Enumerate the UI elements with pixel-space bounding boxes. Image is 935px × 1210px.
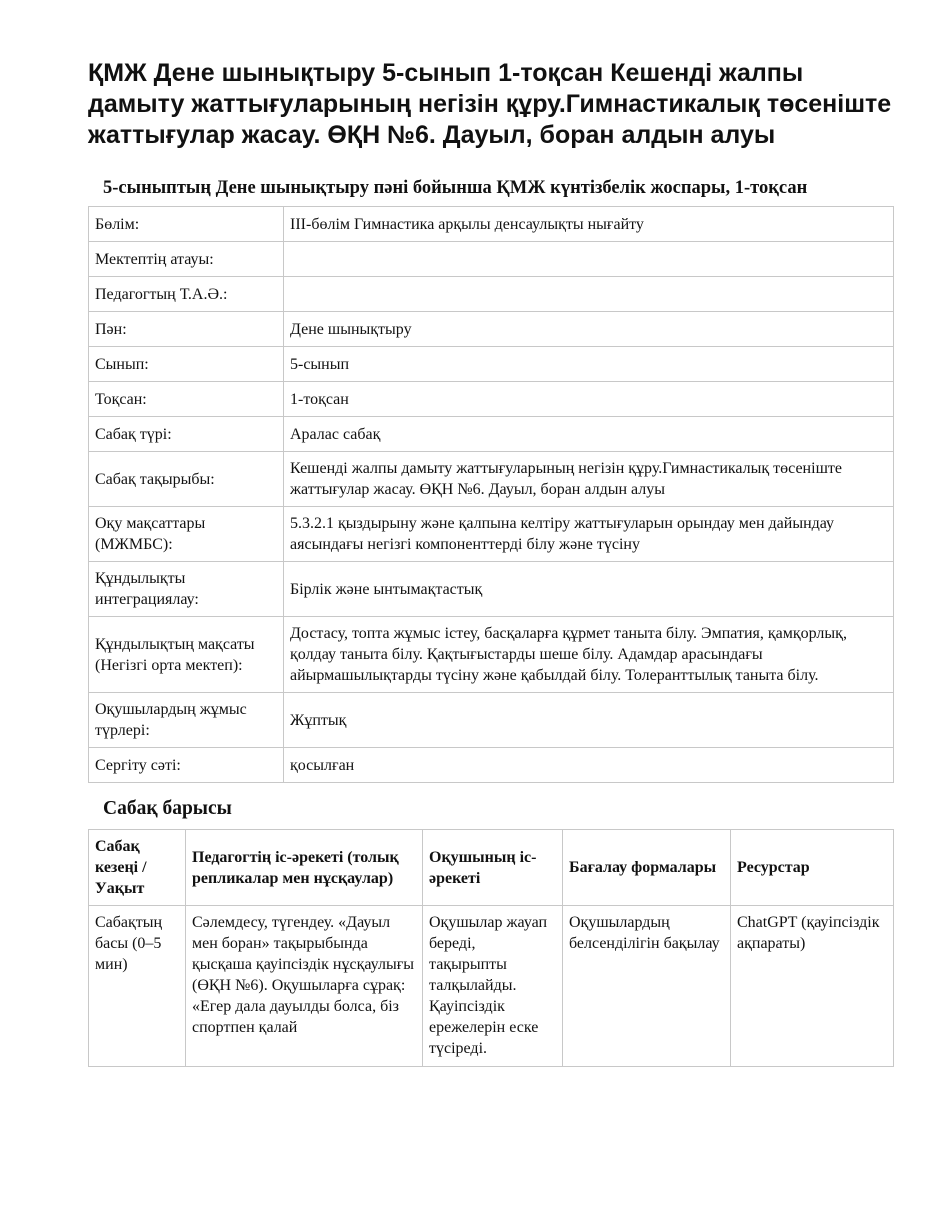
- column-header: Бағалау формалары: [563, 830, 731, 906]
- info-label: Мектептің атауы:: [89, 242, 284, 277]
- info-row: [89, 312, 894, 347]
- table-cell: Сабақтың басы (0–5 мин): [89, 906, 186, 1067]
- info-row: [89, 617, 894, 693]
- info-value: Бірлік және ынтымақтастық: [284, 562, 894, 617]
- info-label: Оқушылардың жұмыс түрлері:: [89, 693, 284, 748]
- table-header-row: [89, 830, 894, 906]
- info-value: 5.3.2.1 қыздырыну және қалпына келтіру жаттығуларын орындау мен дайындау аясындағы негізгі компоненттерді білу және түсіну: [284, 507, 894, 562]
- info-label: Бөлім:: [89, 207, 284, 242]
- section-title: Сабақ барысы: [103, 798, 232, 819]
- info-label: Сынып:: [89, 347, 284, 382]
- table-row: [89, 906, 894, 1067]
- column-header: Оқушының іс-әрекеті: [423, 830, 563, 906]
- info-value: 5-сынып: [284, 347, 894, 382]
- lesson-info-table: [88, 206, 894, 783]
- info-value: Достасу, топта жұмыс істеу, басқаларға құрмет таныта білу. Эмпатия, қамқорлық, қолдау таныта білу. Қақтығыстарды шеше білу. Адамдар арасындағы айырмашылықтарды түсіну және қабылдай білу. Толеранттылық таныта білу.: [284, 617, 894, 693]
- column-header: Ресурстар: [731, 830, 894, 906]
- info-value: [284, 242, 894, 277]
- info-row: [89, 277, 894, 312]
- table-cell: Сәлемдесу, түгендеу. «Дауыл мен боран» тақырыбында қысқаша қауіпсіздік нұсқаулығы (ӨҚН №6). Оқушыларға сұрақ: «Егер дала дауылды болса, біз спортпен қалай: [186, 906, 423, 1067]
- info-row: [89, 452, 894, 507]
- info-row: [89, 562, 894, 617]
- info-label: Пән:: [89, 312, 284, 347]
- info-label: Сабақ түрі:: [89, 417, 284, 452]
- info-row: [89, 507, 894, 562]
- table-cell: Оқушылардың белсенділігін бақылау: [563, 906, 731, 1067]
- info-label: Сергіту сәті:: [89, 748, 284, 783]
- info-row: [89, 347, 894, 382]
- document-page: [88, 58, 893, 1067]
- info-label: Оқу мақсаттары (МЖМБС):: [89, 507, 284, 562]
- info-value: ІІІ-бөлім Гимнастика арқылы денсаулықты нығайту: [284, 207, 894, 242]
- info-label: Тоқсан:: [89, 382, 284, 417]
- info-label: Сабақ тақырыбы:: [89, 452, 284, 507]
- info-row: [89, 382, 894, 417]
- document-title: ҚМЖ Дене шынықтыру 5-сынып 1-тоқсан Кешенді жалпы дамыту жаттығуларының негізін құру.Гимнастикалық төсеніште жаттығулар жасау. ӨҚН №6. Дауыл, боран алдын алуы: [88, 59, 892, 149]
- plan-subtitle: 5-сыныптың Дене шынықтыру пәні бойынша ҚМЖ күнтізбелік жоспары, 1-тоқсан: [103, 178, 808, 198]
- column-header: Сабақ кезеңі / Уақыт: [89, 830, 186, 906]
- info-label: Педагогтың Т.А.Ә.:: [89, 277, 284, 312]
- info-value: 1-тоқсан: [284, 382, 894, 417]
- info-row: [89, 242, 894, 277]
- info-value: Аралас сабақ: [284, 417, 894, 452]
- table-cell: ChatGPT (қауіпсіздік ақпараты): [731, 906, 894, 1067]
- table-cell: Оқушылар жауап береді, тақырыпты талқылайды. Қауіпсіздік ережелерін еске түсіреді.: [423, 906, 563, 1067]
- info-label: Құндылықтың мақсаты (Негізгі орта мектеп):: [89, 617, 284, 693]
- info-row: [89, 417, 894, 452]
- info-value: [284, 277, 894, 312]
- info-value: Дене шынықтыру: [284, 312, 894, 347]
- info-row: [89, 693, 894, 748]
- info-row: [89, 207, 894, 242]
- info-value: Жұптық: [284, 693, 894, 748]
- lesson-flow-table: [88, 829, 894, 1067]
- info-value: қосылған: [284, 748, 894, 783]
- column-header: Педагогтің іс-әрекеті (толық репликалар мен нұсқаулар): [186, 830, 423, 906]
- info-label: Құндылықты интеграциялау:: [89, 562, 284, 617]
- info-row: [89, 748, 894, 783]
- info-value: Кешенді жалпы дамыту жаттығуларының негізін құру.Гимнастикалық төсеніште жаттығулар жасау. ӨҚН №6. Дауыл, боран алдын алуы: [284, 452, 894, 507]
